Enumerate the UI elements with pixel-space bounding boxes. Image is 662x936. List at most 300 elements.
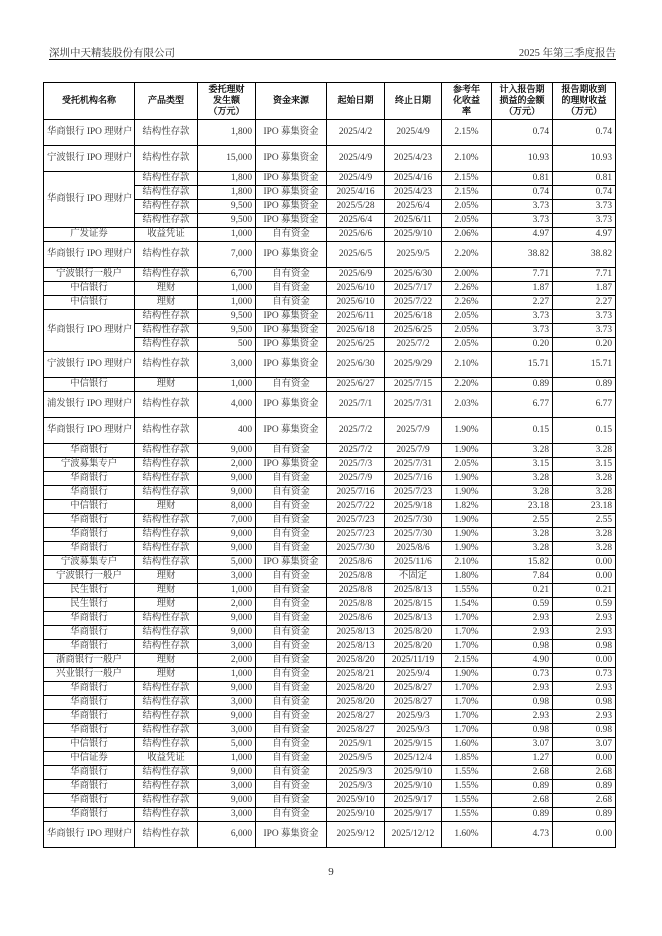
table-row [44,472,616,486]
cell-end: 2025/7/31 [385,392,442,418]
cell-source: IPO 募集资金 [256,242,327,268]
cell-pnl: 1.27 [492,752,553,766]
cell-source: 自有资金 [256,794,327,808]
table-row [44,296,616,310]
cell-end: 2025/7/23 [385,486,442,500]
cell-start: 2025/9/5 [327,752,385,766]
cell-institution: 华商银行 [44,794,135,808]
cell-pnl: 2.93 [492,612,553,626]
column-header-line: 终止日期 [394,95,431,106]
cell-institution: 华商银行 [44,780,135,794]
cell-amount: 1,000 [198,584,256,598]
cell-amount: 9,000 [198,710,256,724]
cell-end: 2025/9/10 [385,228,442,242]
cell-start: 2025/8/6 [327,612,385,626]
cell-received: 15.71 [553,352,616,378]
table-row [44,738,616,752]
cell-end: 2025/6/11 [385,214,442,228]
cell-rate: 2.15% [442,172,492,186]
cell-end: 2025/7/16 [385,472,442,486]
cell-start: 2025/6/5 [327,242,385,268]
cell-end: 2025/7/9 [385,444,442,458]
cell-end: 2025/9/17 [385,794,442,808]
cell-end: 2025/11/19 [385,654,442,668]
cell-start: 2025/4/9 [327,146,385,172]
cell-received: 0.59 [553,598,616,612]
cell-end: 2025/6/18 [385,310,442,324]
cell-institution: 华商银行 [44,766,135,780]
cell-amount: 400 [198,418,256,444]
cell-end: 2025/8/27 [385,696,442,710]
cell-amount: 1,000 [198,378,256,392]
cell-amount: 9,000 [198,542,256,556]
table-row [44,570,616,584]
cell-institution: 华商银行 [44,724,135,738]
cell-type: 结构性存款 [135,808,198,822]
cell-amount: 4,000 [198,392,256,418]
column-header-line: 产品类型 [147,95,184,106]
cell-rate: 2.10% [442,146,492,172]
cell-type: 结构性存款 [135,612,198,626]
cell-amount: 3,000 [198,640,256,654]
table-row [44,766,616,780]
cell-type: 理财 [135,296,198,310]
cell-received: 2.93 [553,612,616,626]
cell-source: 自有资金 [256,570,327,584]
cell-source: 自有资金 [256,528,327,542]
cell-pnl: 2.93 [492,626,553,640]
cell-amount: 1,800 [198,186,256,200]
cell-pnl: 2.68 [492,766,553,780]
cell-start: 2025/7/30 [327,542,385,556]
cell-received: 0.00 [553,822,616,848]
cell-amount: 7,000 [198,242,256,268]
cell-pnl: 3.28 [492,542,553,556]
column-header-line: 发生额 [212,95,240,106]
cell-start: 2025/8/20 [327,654,385,668]
cell-source: 自有资金 [256,766,327,780]
cell-rate: 1.90% [442,486,492,500]
cell-institution: 华商银行 IPO 理财户 [44,822,135,848]
cell-pnl: 0.98 [492,724,553,738]
cell-end: 不固定 [385,570,442,584]
table-row [44,228,616,242]
cell-type: 结构性存款 [135,626,198,640]
cell-pnl: 0.89 [492,808,553,822]
cell-type: 结构性存款 [135,514,198,528]
column-header [492,83,553,120]
cell-received: 2.93 [553,626,616,640]
column-header-line: 受托机构名称 [61,95,116,106]
cell-end: 2025/9/29 [385,352,442,378]
cell-type: 理财 [135,598,198,612]
cell-type: 结构性存款 [135,738,198,752]
cell-rate: 1.90% [442,514,492,528]
cell-institution: 华商银行 IPO 理财户 [44,120,135,146]
cell-source: 自有资金 [256,598,327,612]
cell-pnl: 10.93 [492,146,553,172]
table-row [44,808,616,822]
entrusted-wealth-management-table [43,82,616,848]
cell-type: 收益凭证 [135,228,198,242]
cell-received: 0.00 [553,570,616,584]
cell-rate: 2.05% [442,200,492,214]
table-row [44,242,616,268]
cell-rate: 2.05% [442,324,492,338]
cell-start: 2025/8/20 [327,682,385,696]
cell-end: 2025/9/3 [385,724,442,738]
table-row [44,310,616,324]
cell-end: 2025/12/4 [385,752,442,766]
cell-source: 自有资金 [256,724,327,738]
cell-pnl: 0.59 [492,598,553,612]
column-header [553,83,616,120]
cell-received: 3.28 [553,472,616,486]
cell-source: 自有资金 [256,682,327,696]
cell-amount: 15,000 [198,146,256,172]
cell-institution: 浦发银行 IPO 理财户 [44,392,135,418]
cell-amount: 9,500 [198,310,256,324]
column-header [442,83,492,120]
cell-received: 23.18 [553,500,616,514]
cell-amount: 3,000 [198,696,256,710]
cell-rate: 1.55% [442,780,492,794]
cell-start: 2025/9/10 [327,794,385,808]
cell-pnl: 3.28 [492,486,553,500]
table-row [44,696,616,710]
cell-rate: 1.55% [442,808,492,822]
cell-amount: 9,000 [198,766,256,780]
cell-institution: 中信银行 [44,738,135,752]
cell-received: 0.89 [553,378,616,392]
cell-rate: 2.20% [442,242,492,268]
column-header [327,83,385,120]
table-row [44,640,616,654]
cell-end: 2025/12/12 [385,822,442,848]
table-row [44,528,616,542]
cell-received: 38.82 [553,242,616,268]
column-header-line: 报告期收到 [561,84,607,95]
table-row [44,752,616,766]
cell-pnl: 3.15 [492,458,553,472]
cell-start: 2025/7/9 [327,472,385,486]
cell-end: 2025/8/13 [385,612,442,626]
cell-amount: 1,800 [198,172,256,186]
cell-rate: 1.70% [442,626,492,640]
cell-start: 2025/8/6 [327,556,385,570]
cell-pnl: 3.73 [492,214,553,228]
table-row [44,458,616,472]
cell-institution: 宁波银行 IPO 理财户 [44,352,135,378]
cell-type: 理财 [135,654,198,668]
cell-received: 0.00 [553,752,616,766]
cell-end: 2025/8/13 [385,584,442,598]
cell-source: 自有资金 [256,808,327,822]
cell-start: 2025/7/2 [327,418,385,444]
cell-end: 2025/7/9 [385,418,442,444]
cell-institution: 宁波募集专户 [44,458,135,472]
cell-institution: 中信银行 [44,500,135,514]
cell-institution: 华商银行 [44,640,135,654]
cell-received: 0.00 [553,654,616,668]
cell-rate: 1.70% [442,710,492,724]
column-header-line: 化收益 [452,95,480,106]
cell-amount: 9,000 [198,472,256,486]
cell-pnl: 4.97 [492,228,553,242]
cell-end: 2025/11/6 [385,556,442,570]
cell-source: 自有资金 [256,696,327,710]
cell-start: 2025/6/25 [327,338,385,352]
cell-amount: 500 [198,338,256,352]
cell-received: 3.73 [553,324,616,338]
cell-received: 3.28 [553,542,616,556]
cell-start: 2025/6/11 [327,310,385,324]
cell-type: 结构性存款 [135,352,198,378]
cell-end: 2025/8/15 [385,598,442,612]
cell-amount: 3,000 [198,724,256,738]
cell-institution: 宁波募集专户 [44,556,135,570]
cell-source: IPO 募集资金 [256,172,327,186]
cell-type: 结构性存款 [135,172,198,186]
cell-source: IPO 募集资金 [256,392,327,418]
cell-institution: 民生银行 [44,584,135,598]
cell-amount: 9,500 [198,324,256,338]
cell-type: 结构性存款 [135,794,198,808]
cell-type: 结构性存款 [135,214,198,228]
cell-start: 2025/7/1 [327,392,385,418]
cell-received: 3.73 [553,200,616,214]
cell-end: 2025/9/15 [385,738,442,752]
cell-institution: 浙商银行一般户 [44,654,135,668]
cell-start: 2025/9/12 [327,822,385,848]
cell-end: 2025/8/27 [385,682,442,696]
cell-rate: 1.60% [442,822,492,848]
table-row [44,486,616,500]
cell-rate: 2.05% [442,214,492,228]
cell-rate: 1.70% [442,724,492,738]
table-row [44,556,616,570]
table-row [44,612,616,626]
cell-received: 0.98 [553,724,616,738]
cell-pnl: 2.68 [492,794,553,808]
cell-type: 结构性存款 [135,458,198,472]
cell-pnl: 3.73 [492,310,553,324]
cell-amount: 9,000 [198,612,256,626]
cell-pnl: 0.15 [492,418,553,444]
table-row [44,626,616,640]
cell-institution: 民生银行 [44,598,135,612]
cell-institution: 广发证券 [44,228,135,242]
column-header-line: 计入报告期 [499,84,545,95]
cell-rate: 1.90% [442,472,492,486]
column-header-line: 的理财收益 [561,95,607,106]
cell-rate: 2.15% [442,186,492,200]
cell-rate: 1.80% [442,570,492,584]
cell-pnl: 3.28 [492,528,553,542]
cell-rate: 1.55% [442,584,492,598]
cell-rate: 2.26% [442,282,492,296]
cell-rate: 1.70% [442,696,492,710]
cell-start: 2025/4/2 [327,120,385,146]
cell-amount: 9,500 [198,200,256,214]
column-header-line: 资金来源 [272,95,309,106]
cell-source: 自有资金 [256,626,327,640]
cell-received: 0.98 [553,696,616,710]
table-row [44,822,616,848]
column-header-line: （万元） [565,106,602,117]
cell-start: 2025/8/8 [327,584,385,598]
cell-pnl: 3.73 [492,200,553,214]
cell-type: 结构性存款 [135,146,198,172]
cell-received: 0.20 [553,338,616,352]
cell-institution: 宁波银行一般户 [44,570,135,584]
cell-type: 结构性存款 [135,120,198,146]
cell-start: 2025/4/9 [327,172,385,186]
cell-end: 2025/9/5 [385,242,442,268]
cell-source: IPO 募集资金 [256,310,327,324]
cell-pnl: 0.74 [492,186,553,200]
cell-rate: 2.05% [442,458,492,472]
cell-amount: 1,000 [198,282,256,296]
report-title: 2025 年第三季度报告 [518,48,616,59]
cell-amount: 1,000 [198,296,256,310]
cell-institution: 宁波银行一般户 [44,268,135,282]
cell-rate: 2.10% [442,556,492,570]
cell-pnl: 23.18 [492,500,553,514]
cell-amount: 1,000 [198,228,256,242]
cell-type: 理财 [135,584,198,598]
cell-start: 2025/8/27 [327,724,385,738]
cell-source: 自有资金 [256,542,327,556]
cell-institution: 中信证券 [44,752,135,766]
cell-type: 理财 [135,668,198,682]
table-row [44,392,616,418]
cell-pnl: 4.73 [492,822,553,848]
cell-start: 2025/6/10 [327,296,385,310]
cell-amount: 3,000 [198,352,256,378]
cell-type: 结构性存款 [135,310,198,324]
cell-start: 2025/8/27 [327,710,385,724]
cell-amount: 9,000 [198,486,256,500]
cell-rate: 1.90% [442,444,492,458]
cell-end: 2025/9/4 [385,668,442,682]
cell-received: 2.93 [553,682,616,696]
table-row [44,172,616,186]
cell-amount: 1,000 [198,752,256,766]
cell-institution: 华商银行 IPO 理财户 [44,310,135,352]
cell-end: 2025/9/18 [385,500,442,514]
cell-institution: 华商银行 [44,486,135,500]
column-header [198,83,256,120]
cell-rate: 1.90% [442,418,492,444]
cell-end: 2025/6/25 [385,324,442,338]
cell-rate: 1.70% [442,640,492,654]
cell-pnl: 1.87 [492,282,553,296]
cell-rate: 1.82% [442,500,492,514]
cell-source: IPO 募集资金 [256,556,327,570]
table-row [44,542,616,556]
cell-type: 结构性存款 [135,682,198,696]
cell-start: 2025/6/27 [327,378,385,392]
cell-pnl: 6.77 [492,392,553,418]
table-row [44,780,616,794]
cell-source: 自有资金 [256,640,327,654]
cell-rate: 1.55% [442,766,492,780]
table-row [44,120,616,146]
cell-amount: 3,000 [198,780,256,794]
cell-institution: 华商银行 [44,808,135,822]
cell-pnl: 7.84 [492,570,553,584]
cell-pnl: 0.98 [492,696,553,710]
cell-start: 2025/6/9 [327,268,385,282]
cell-pnl: 4.90 [492,654,553,668]
cell-institution: 中信银行 [44,296,135,310]
cell-received: 2.55 [553,514,616,528]
cell-pnl: 15.71 [492,352,553,378]
cell-type: 结构性存款 [135,472,198,486]
cell-pnl: 0.73 [492,668,553,682]
cell-start: 2025/6/4 [327,214,385,228]
cell-received: 0.89 [553,780,616,794]
cell-source: IPO 募集资金 [256,214,327,228]
cell-institution: 华商银行 [44,696,135,710]
cell-rate: 1.90% [442,528,492,542]
cell-start: 2025/9/1 [327,738,385,752]
cell-pnl: 0.21 [492,584,553,598]
column-header-line: 率 [461,106,471,117]
cell-source: 自有资金 [256,514,327,528]
cell-amount: 8,000 [198,500,256,514]
cell-source: IPO 募集资金 [256,458,327,472]
cell-start: 2025/7/23 [327,528,385,542]
cell-end: 2025/7/15 [385,378,442,392]
company-name: 深圳中天精装股份有限公司 [49,48,175,59]
cell-pnl: 2.93 [492,710,553,724]
cell-source: 自有资金 [256,752,327,766]
table-header-row [44,83,616,120]
cell-type: 结构性存款 [135,200,198,214]
cell-rate: 2.20% [442,378,492,392]
cell-amount: 2,000 [198,598,256,612]
cell-institution: 华商银行 [44,626,135,640]
cell-type: 结构性存款 [135,268,198,282]
cell-start: 2025/6/10 [327,282,385,296]
cell-institution: 华商银行 [44,682,135,696]
cell-start: 2025/6/6 [327,228,385,242]
cell-end: 2025/9/17 [385,808,442,822]
cell-source: 自有资金 [256,654,327,668]
cell-amount: 5,000 [198,738,256,752]
column-header-line: （万元） [208,106,245,117]
cell-source: IPO 募集资金 [256,200,327,214]
cell-end: 2025/7/2 [385,338,442,352]
cell-received: 3.07 [553,738,616,752]
cell-rate: 2.10% [442,352,492,378]
cell-amount: 6,700 [198,268,256,282]
cell-pnl: 2.93 [492,682,553,696]
cell-start: 2025/7/2 [327,444,385,458]
cell-source: 自有资金 [256,282,327,296]
cell-start: 2025/8/13 [327,626,385,640]
cell-source: 自有资金 [256,780,327,794]
cell-start: 2025/8/21 [327,668,385,682]
column-header-line: 参考年 [452,84,480,95]
cell-institution: 华商银行 [44,710,135,724]
cell-pnl: 2.27 [492,296,553,310]
cell-type: 结构性存款 [135,486,198,500]
cell-type: 理财 [135,282,198,296]
cell-source: 自有资金 [256,738,327,752]
